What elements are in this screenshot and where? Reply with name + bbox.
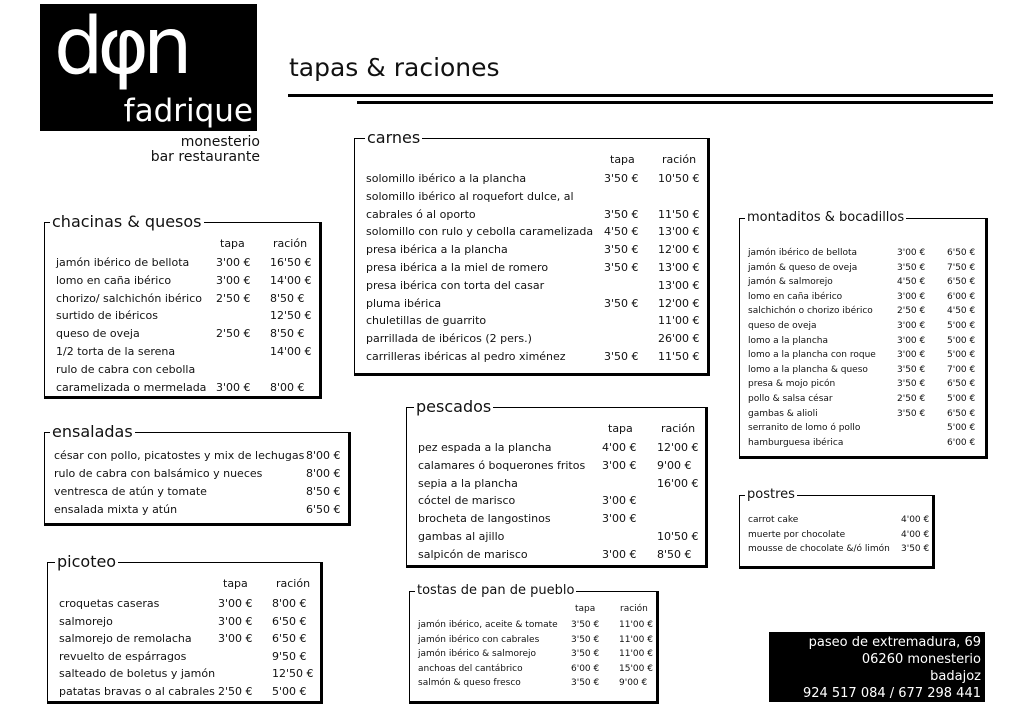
section-title: tostas de pan de pueblo (417, 583, 575, 598)
item-price-tapa: 3'50 € (897, 364, 926, 375)
item-name: lomo a la plancha con roque (748, 350, 876, 361)
item-name: cóctel de marisco (418, 494, 516, 508)
item-price-racion: 13'00 € (658, 261, 700, 274)
item-name: césar con pollo, picatostes y mix de lechugas (54, 449, 305, 462)
item-price-racion: 8'00 € (272, 597, 307, 610)
item-name: mousse de chocolate &/ó limón (748, 544, 890, 555)
subtitle-line-2: bar restaurante (150, 149, 260, 165)
item-price-racion: 7'00 € (947, 364, 976, 375)
item-price-racion: 11'00 € (619, 620, 653, 630)
item-price-tapa: 3'00 € (602, 458, 637, 472)
item-name: presa ibérica a la plancha (366, 243, 508, 257)
item-price: 8'00 € (306, 449, 341, 462)
item-price-tapa: 2'50 € (897, 394, 926, 404)
item-price-tapa: 3'50 € (571, 649, 600, 660)
item-price-racion: 12'50 € (270, 309, 312, 323)
item-price-tapa: 6'00 € (571, 663, 600, 674)
item-price-racion: 15'00 € (619, 663, 653, 674)
section-picoteo (47, 552, 323, 704)
item-name: queso de oveja (748, 321, 817, 331)
item-name: ventresca de atún y tomate (54, 485, 207, 498)
item-price-racion: 12'00 € (657, 441, 699, 454)
logo-name: fadrique (123, 93, 253, 129)
page-title: tapas & raciones (289, 53, 500, 82)
col-header-racion: ración (620, 604, 648, 614)
item-name: salmón & queso fresco (418, 678, 521, 689)
item-price-racion: 16'50 € (270, 256, 312, 269)
address-street: paseo de extremadura, 69 (808, 635, 981, 650)
item-name: lomo a la plancha & queso (748, 364, 868, 375)
item-price-tapa: 4'00 € (602, 441, 637, 454)
item-price-racion: 13'00 € (658, 225, 700, 239)
item-price-tapa: 3'00 € (218, 632, 253, 646)
title-rule-bottom (357, 101, 993, 104)
item-name: lomo en caña ibérico (56, 273, 172, 287)
item-price-racion: 13'00 € (658, 278, 700, 292)
section-title: carnes (367, 128, 421, 147)
title-rule-top (288, 94, 993, 97)
item-price-tapa: 2'50 € (216, 327, 251, 341)
item-price-tapa: 3'00 € (216, 273, 251, 287)
item-name: sepia a la plancha (418, 476, 518, 490)
address-phones: 924 517 084 / 677 298 441 (802, 686, 981, 701)
col-header-racion: ración (273, 237, 308, 250)
item-name: hamburguesa ibérica (748, 437, 844, 448)
item-name: presa ibérica a la miel de romero (366, 261, 549, 274)
col-header-tapa: tapa (575, 604, 596, 614)
item-price-racion: 5'00 € (272, 685, 307, 698)
item-name: carrilleras ibéricas al pedro ximénez (366, 350, 566, 363)
item-price-racion: 5'00 € (947, 423, 976, 434)
section-carnes (354, 128, 710, 376)
logo-mark: dφn (54, 2, 187, 92)
item-name: solomillo ibérico al roquefort dulce, al (366, 189, 574, 203)
item-price-tapa: 3'00 € (216, 380, 251, 394)
item-name: salchichón o chorizo ibérico (748, 306, 873, 317)
item-price-racion: 8'00 € (270, 380, 305, 394)
section-title: pescados (416, 397, 492, 416)
item-name: croquetas caseras (59, 597, 160, 610)
item-price-tapa: 3'00 € (602, 512, 637, 526)
item-price-racion: 8'50 € (270, 327, 305, 341)
item-price-racion: 7'50 € (947, 262, 976, 273)
item-price-racion: 11'00 € (619, 634, 653, 645)
item-price-tapa: 3'50 € (604, 261, 639, 274)
col-header-tapa: tapa (610, 153, 635, 166)
item-name: pollo & salsa césar (748, 394, 833, 404)
item-name: lomo a la plancha (748, 335, 828, 346)
item-price-tapa: 3'50 € (604, 350, 639, 363)
item-price-tapa: 2'50 € (897, 306, 926, 317)
item-price-racion: 5'00 € (947, 321, 976, 331)
section-pescados (406, 397, 708, 568)
item-price-racion: 6'50 € (272, 614, 307, 628)
item-price-racion: 6'50 € (947, 408, 976, 419)
item-price: 4'00 € (901, 515, 930, 525)
section-chacinas-quesos (44, 212, 322, 399)
item-price-racion: 4'50 € (947, 306, 976, 317)
item-price: 3'50 € (901, 544, 930, 555)
item-price-tapa: 3'00 € (216, 256, 251, 269)
section-tostas (409, 583, 659, 704)
address-province: badajoz (930, 669, 981, 684)
section-title: montaditos & bocadillos (747, 210, 905, 225)
item-price-tapa: 2'50 € (216, 291, 251, 305)
item-price-racion: 26'00 € (658, 332, 700, 346)
item-price-tapa: 3'00 € (602, 547, 637, 561)
item-price-racion: 9'00 € (657, 458, 692, 472)
item-price-tapa: 4'50 € (897, 277, 926, 288)
item-name: jamón ibérico, aceite & tomate (418, 620, 558, 630)
item-price-tapa: 4'50 € (604, 225, 639, 239)
item-name: jamón ibérico con cabrales (418, 634, 540, 645)
subtitle-line-1: monesterio (180, 134, 260, 150)
item-name: salpicón de marisco (418, 547, 528, 561)
item-price-racion: 9'00 € (619, 678, 648, 689)
item-name: jamón & salmorejo (748, 277, 833, 288)
item-name: 1/2 torta de la serena (56, 345, 176, 358)
item-name: chuletillas de guarrito (366, 314, 487, 328)
item-price-racion: 6'50 € (947, 248, 976, 258)
item-name: jamón ibérico & salmorejo (418, 649, 537, 660)
item-name: gambas & alioli (748, 408, 818, 419)
item-price-racion: 11'50 € (658, 350, 700, 363)
logo (40, 4, 257, 131)
address-block (769, 632, 985, 702)
col-header-racion: ración (276, 577, 311, 590)
item-name: chorizo/ salchichón ibérico (56, 291, 203, 305)
item-name: rulo de cabra con cebolla (56, 362, 196, 376)
item-price-tapa: 3'50 € (897, 262, 926, 273)
item-price-racion: 11'00 € (619, 649, 653, 660)
item-price-tapa: 3'50 € (571, 634, 600, 645)
item-price: 8'00 € (306, 467, 341, 480)
item-price-racion: 6'50 € (947, 379, 976, 390)
item-price: 6'50 € (306, 503, 341, 516)
item-name: presa ibérica con torta del casar (366, 278, 545, 292)
section-montaditos (739, 210, 988, 459)
item-name: revuelto de espárragos (59, 649, 187, 663)
item-name: jamón ibérico de bellota (748, 248, 858, 258)
item-price-racion: 8'50 € (270, 291, 305, 305)
item-name: pez espada a la plancha (418, 441, 552, 454)
item-price-tapa: 3'50 € (571, 678, 600, 689)
section-title: ensaladas (52, 422, 133, 441)
item-price-racion: 6'00 € (947, 291, 976, 302)
item-name: pluma ibérica (366, 296, 442, 310)
section-postres (739, 487, 935, 569)
item-price-tapa: 3'00 € (897, 335, 926, 346)
item-name: salmorejo de remolacha (59, 632, 192, 646)
item-name: presa & mojo picón (748, 379, 836, 390)
col-header-racion: ración (661, 422, 696, 435)
item-price-tapa: 2'50 € (218, 685, 253, 698)
item-name: salmorejo (59, 614, 113, 628)
item-price-racion: 8'50 € (657, 547, 692, 561)
item-price-tapa: 3'50 € (604, 243, 639, 257)
item-price-tapa: 3'50 € (604, 207, 639, 221)
item-price-tapa: 3'00 € (897, 248, 926, 258)
item-price-tapa: 3'50 € (897, 408, 926, 419)
item-price-tapa: 3'50 € (604, 296, 639, 310)
item-name: muerte por chocolate (748, 529, 846, 540)
item-name: ensalada mixta y atún (54, 503, 178, 516)
item-price-racion: 14'00 € (270, 345, 312, 358)
item-price-racion: 6'50 € (272, 632, 307, 646)
col-header-tapa: tapa (608, 422, 633, 435)
item-price-tapa: 3'00 € (897, 321, 926, 331)
col-header-racion: ración (662, 153, 697, 166)
col-header-tapa: tapa (223, 577, 248, 590)
section-title: postres (747, 487, 795, 502)
item-price-racion: 5'00 € (947, 335, 976, 346)
item-price-tapa: 3'00 € (218, 597, 253, 610)
item-name: surtido de ibéricos (56, 309, 158, 323)
item-name: lomo en caña ibérico (748, 291, 843, 302)
item-price-racion: 6'00 € (947, 437, 976, 448)
item-name: serranito de lomo ó pollo (748, 423, 861, 434)
item-price-tapa: 3'00 € (897, 291, 926, 302)
item-name: salteado de boletus y jamón (59, 667, 216, 681)
item-price: 8'50 € (306, 485, 341, 498)
item-price-tapa: 3'00 € (218, 614, 253, 628)
item-name: queso de oveja (56, 327, 140, 341)
item-price-racion: 11'00 € (658, 314, 700, 328)
section-ensaladas (44, 422, 351, 526)
section-title: chacinas & quesos (52, 212, 202, 231)
item-name: calamares ó boquerones fritos (418, 458, 586, 472)
item-price-racion: 5'00 € (947, 394, 976, 404)
item-price-tapa: 3'50 € (897, 379, 926, 390)
item-price-racion: 9'50 € (272, 649, 307, 663)
item-name: rulo de cabra con balsámico y nueces (54, 467, 263, 480)
item-name: anchoas del cantábrico (418, 663, 523, 674)
item-price-racion: 14'00 € (270, 273, 312, 287)
item-name: parrillada de ibéricos (2 pers.) (366, 332, 532, 346)
item-price-racion: 16'00 € (657, 476, 699, 490)
address-postal: 06260 monesterio (861, 652, 981, 667)
col-header-tapa: tapa (220, 237, 245, 250)
item-name: jamón ibérico de bellota (56, 256, 190, 269)
item-price-racion: 10'50 € (657, 530, 699, 543)
item-name: solomillo con rulo y cebolla caramelizada (366, 225, 594, 239)
item-name: gambas al ajillo (418, 530, 505, 543)
item-price-racion: 5'00 € (947, 350, 976, 361)
item-name: carrot cake (748, 515, 799, 525)
item-price-racion: 10'50 € (658, 172, 700, 185)
item-price: 4'00 € (901, 529, 930, 540)
item-price-tapa: 3'00 € (897, 350, 926, 361)
item-name: cabrales ó al oporto (366, 207, 476, 221)
item-price-racion: 12'00 € (658, 296, 700, 310)
item-price-tapa: 3'50 € (571, 620, 600, 630)
item-name: solomillo ibérico a la plancha (366, 172, 527, 185)
item-price-racion: 11'50 € (658, 207, 700, 221)
item-name: jamón & queso de oveja (748, 262, 858, 273)
item-price-racion: 12'00 € (658, 243, 700, 257)
item-price-tapa: 3'50 € (604, 172, 639, 185)
section-title: picoteo (57, 552, 117, 571)
item-price-racion: 6'50 € (947, 277, 976, 288)
item-name: caramelizada o mermelada (56, 380, 207, 394)
item-name: patatas bravas o al cabrales (59, 685, 215, 698)
item-price-racion: 12'50 € (272, 667, 314, 681)
item-price-tapa: 3'00 € (602, 494, 637, 508)
item-name: brocheta de langostinos (418, 512, 551, 526)
